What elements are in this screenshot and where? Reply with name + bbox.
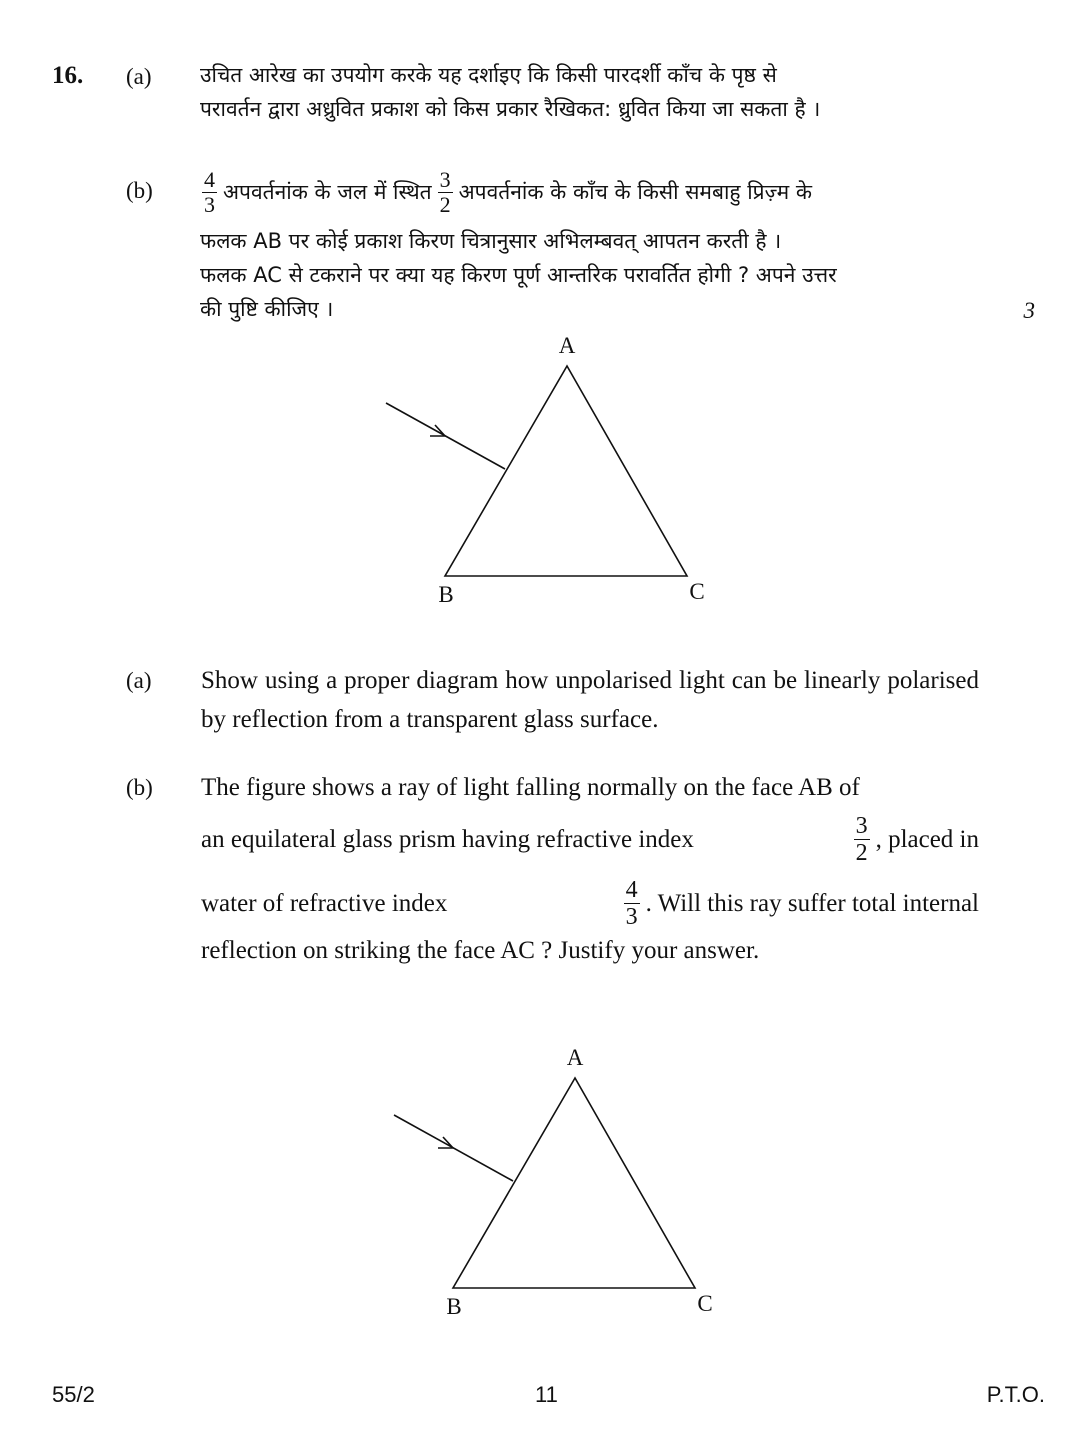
hindi-part-b-line1 bbox=[196, 160, 986, 224]
english-part-b-line3: water of refractive index $\frac{4}{3}$ . Will this ray suffer total internal bbox=[201, 876, 979, 930]
prism-triangle bbox=[453, 1078, 695, 1288]
vertex-a-label: A bbox=[566, 1045, 584, 1070]
vertex-b-label: B bbox=[446, 1294, 462, 1319]
english-part-b-line1: The figure shows a ray of light falling normally on the face AB of bbox=[201, 774, 860, 801]
hindi-part-b-seg1: अपवर्तनांक के जल में स्थित bbox=[223, 180, 432, 204]
english-part-b-line4: reflection on striking the face AC ? Justify your answer. bbox=[201, 937, 760, 964]
vertex-c-label: C bbox=[689, 579, 705, 604]
hindi-part-b-label: (b) bbox=[126, 178, 153, 203]
question-number: 16. bbox=[52, 62, 84, 89]
prism-figure-english bbox=[378, 1042, 738, 1327]
pto-label: P.T.O. bbox=[986, 1382, 1045, 1407]
ray-arrow-icon bbox=[430, 425, 445, 436]
hindi-part-b-seg2: अपवर्तनांक के काँच के किसी समबाहु प्रिज़्म के bbox=[458, 180, 812, 204]
hindi-fraction-4-3: $\frac{4}{3}$ bbox=[204, 166, 215, 217]
english-part-b-text bbox=[201, 768, 979, 970]
hindi-part-a-line2: परावर्तन द्वारा अध्रुवित प्रकाश को किस प्रकार रैखिकत: ध्रुवित किया जा सकता है । bbox=[200, 97, 821, 121]
hindi-part-b-line2: फलक AB पर कोई प्रकाश किरण चित्रानुसार अभिलम्बवत् आपतन करती है । bbox=[200, 229, 782, 253]
vertex-a-label: A bbox=[558, 333, 576, 358]
paper-code: 55/2 bbox=[52, 1382, 95, 1407]
prism-triangle bbox=[445, 366, 687, 576]
english-part-a-label: (a) bbox=[126, 668, 152, 693]
english-part-b-label: (b) bbox=[126, 775, 153, 800]
hindi-fraction-3-2: $\frac{3}{2}$ bbox=[439, 166, 451, 217]
hindi-part-b-line4: की पुष्टि कीजिए । bbox=[200, 297, 334, 321]
ray-arrow-icon bbox=[438, 1137, 453, 1148]
hindi-part-b-line3: फलक AC से टकराने पर क्या यह किरण पूर्ण आन्तरिक परावर्तित होगी ? अपने उत्तर bbox=[200, 263, 837, 287]
hindi-part-a-text bbox=[200, 58, 980, 126]
prism-figure-hindi bbox=[370, 330, 730, 615]
hindi-part-b-text bbox=[196, 160, 986, 326]
english-part-b-line2: an equilateral glass prism having refractive index $\frac{3}{2}$ , placed in bbox=[201, 812, 979, 866]
page-number: 11 bbox=[535, 1382, 558, 1407]
marks: 3 bbox=[1023, 298, 1035, 323]
hindi-part-a-line1: उचित आरेख का उपयोग करके यह दर्शाइए कि किसी पारदर्शी काँच के पृष्ठ से bbox=[200, 63, 777, 87]
vertex-c-label: C bbox=[697, 1291, 713, 1316]
english-part-a-text: Show using a proper diagram how unpolarised light can be linearly polarised by reflection from a transparent glass surface. bbox=[201, 667, 979, 733]
english-fraction-4-3: $\frac{4}{3}$ bbox=[625, 876, 638, 930]
english-fraction-3-2: $\frac{3}{2}$ bbox=[855, 812, 868, 866]
vertex-b-label: B bbox=[438, 582, 454, 607]
hindi-part-a-label: (a) bbox=[126, 64, 152, 89]
